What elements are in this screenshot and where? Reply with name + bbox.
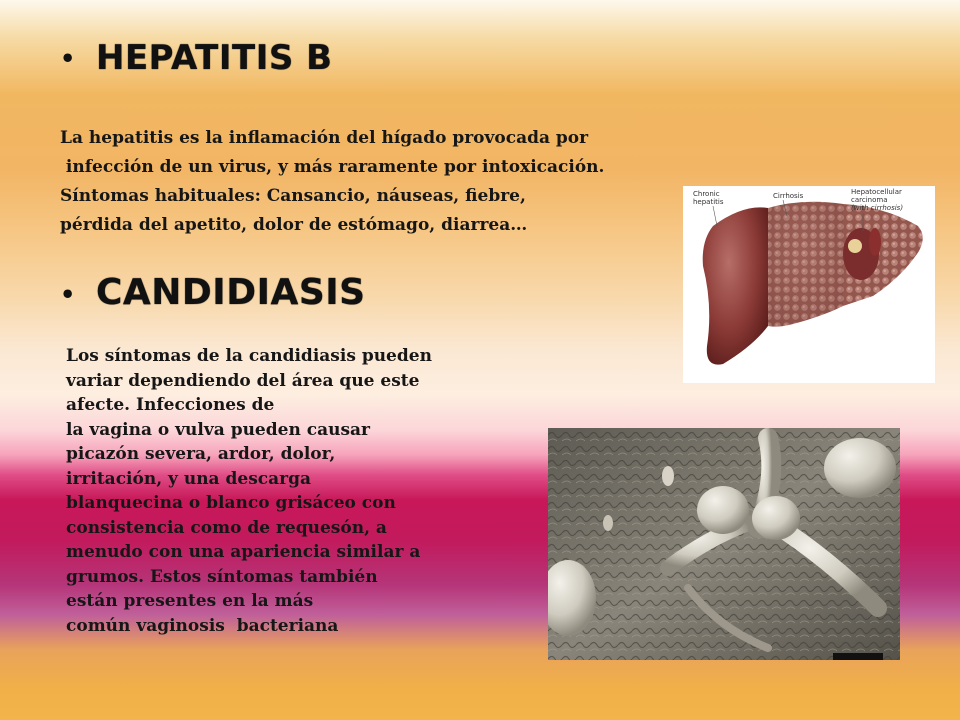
hepatitis-line-3: Síntomas habituales: Cansancio, náuseas, fiebre, bbox=[60, 186, 526, 206]
candidiasis-line-5: picazón severa, ardor, dolor, bbox=[66, 444, 336, 464]
candidiasis-line-3: afecte. Infecciones de bbox=[66, 395, 275, 415]
label-hcc-2: carcinoma bbox=[851, 196, 888, 204]
yeast-cell-5 bbox=[662, 466, 674, 486]
yeast-cell-1 bbox=[697, 486, 749, 534]
heading-hepatitis-b: HEPATITIS B bbox=[96, 38, 333, 78]
bullet-candidiasis: • bbox=[60, 280, 76, 309]
candidiasis-line-12: común vaginosis bacteriana bbox=[66, 615, 339, 636]
hepatitis-line-2: infección de un virus, y más raramente por intoxicación. bbox=[60, 157, 605, 177]
candidiasis-line-10: grumos. Estos síntomas también bbox=[66, 566, 378, 587]
candidiasis-line-4: la vagina o vulva pueden causar bbox=[66, 419, 370, 440]
label-hcc-3: (with cirrhosis) bbox=[851, 204, 904, 212]
liver-illustration bbox=[683, 186, 935, 383]
candidiasis-line-1: Los síntomas de la candidiasis pueden bbox=[66, 346, 432, 366]
yeast-cell-2 bbox=[752, 496, 800, 540]
bullet-hepatitis: • bbox=[60, 44, 76, 73]
candidiasis-line-6: irritación, y una descarga bbox=[66, 468, 311, 489]
label-chronic-1: Chronic bbox=[693, 190, 720, 198]
hepatitis-line-4: pérdida del apetito, dolor de estómago, diarrea… bbox=[60, 215, 528, 235]
chronic-hepatitis-section bbox=[703, 207, 768, 364]
hepatitis-paragraph bbox=[60, 124, 604, 240]
heading-candidiasis: CANDIDIASIS bbox=[96, 272, 366, 313]
candidiasis-line-2: variar dependiendo del área que este bbox=[66, 370, 420, 391]
yeast-cell-3 bbox=[824, 438, 896, 498]
candida-micrograph bbox=[548, 428, 900, 660]
candidiasis-line-11: están presentes en la más bbox=[66, 591, 314, 611]
candidiasis-line-8: consistencia como de requesón, a bbox=[66, 517, 387, 538]
candidiasis-line-9: menudo con una apariencia similar a bbox=[66, 542, 421, 562]
candidiasis-paragraph bbox=[66, 344, 432, 638]
hepatitis-line-1: La hepatitis es la inflamación del hígado provocada por bbox=[60, 128, 589, 148]
label-hcc-1: Hepatocellular bbox=[851, 188, 902, 196]
label-chronic-2: hepatitis bbox=[693, 198, 724, 206]
yeast-cell-6 bbox=[603, 515, 613, 531]
candidiasis-line-7: blanquecina o blanco grisáceo con bbox=[66, 493, 396, 513]
label-cirrhosis: Cirrhosis bbox=[773, 192, 804, 200]
